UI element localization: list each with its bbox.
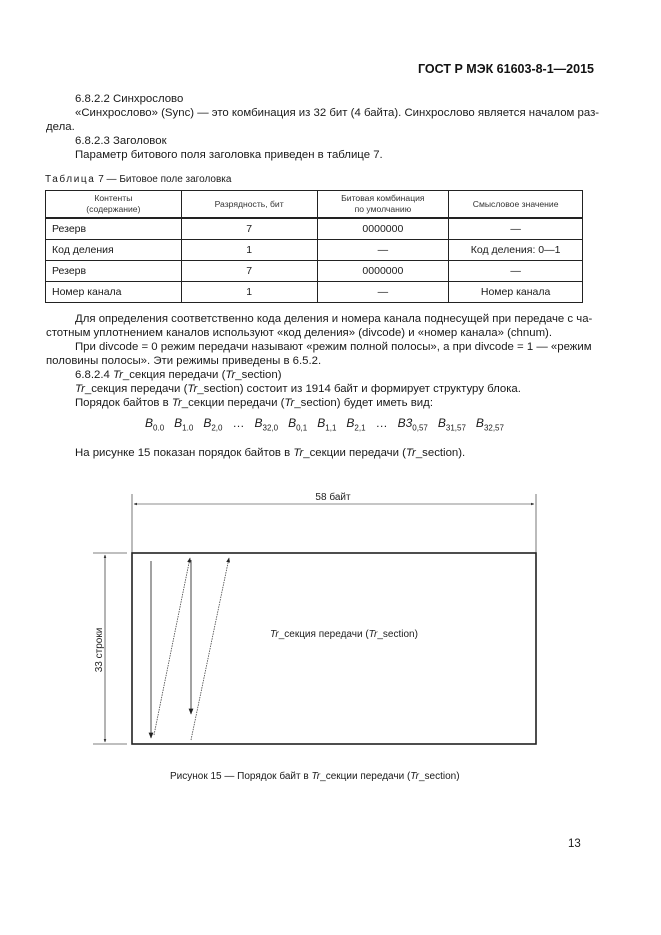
page-number: 13 bbox=[568, 838, 581, 850]
cell-meaning: — bbox=[449, 218, 583, 240]
cell-contents: Код деления bbox=[46, 240, 182, 261]
cell-contents: Резерв bbox=[46, 261, 182, 282]
width-label: 58 байт bbox=[315, 492, 351, 503]
cell-meaning: Код деления: 0—1 bbox=[449, 240, 583, 261]
section-6822-text-line2: дела. bbox=[46, 121, 75, 133]
paragraph-modes-line1: При divcode = 0 режим передачи называют «режим полной полосы», а при divcode = 1 — «режим bbox=[75, 341, 592, 353]
paragraph-figure-ref: На рисунке 15 показан порядок байтов в Tr_секции передачи (Tr_section). bbox=[75, 447, 466, 459]
cell-bit-width: 7 bbox=[181, 218, 317, 240]
paragraph-modes-line2: половины полосы». Эти режимы приведены в 6.5.2. bbox=[46, 355, 322, 367]
col-header-contents: Контенты (содержание) bbox=[46, 191, 182, 219]
cell-bit-width: 1 bbox=[181, 282, 317, 303]
section-6822-title: 6.8.2.2 Синхрослово bbox=[75, 93, 184, 105]
standard-header: ГОСТ Р МЭК 61603-8-1—2015 bbox=[418, 62, 594, 76]
paragraph-tr-size: Tr_секция передачи (Tr_section) состоит из 1914 байт и формирует структуру блока. bbox=[75, 383, 521, 395]
paragraph-byte-order: Порядок байтов в Tr_секции передачи (Tr_section) будет иметь вид: bbox=[75, 397, 433, 409]
paragraph-divcode-line1: Для определения соответственно кода деления и номера канала поднесущей при передаче с ча- bbox=[75, 313, 593, 325]
cell-default-bits: — bbox=[317, 240, 449, 261]
cell-contents: Номер канала bbox=[46, 282, 182, 303]
cell-contents: Резерв bbox=[46, 218, 182, 240]
cell-default-bits: 0000000 bbox=[317, 218, 449, 240]
cell-meaning: — bbox=[449, 261, 583, 282]
block-inner-label: Tr_секция передачи (Tr_section) bbox=[270, 629, 418, 640]
section-6822-text-line1: «Синхрослово» (Sync) — это комбинация из 32 бит (4 байта). Синхрослово является началом раз- bbox=[75, 107, 600, 119]
paragraph-divcode-line2: стотным уплотнением каналов используют «код деления» (divcode) и «номер канала» (chnum). bbox=[46, 327, 553, 339]
cell-bit-width: 1 bbox=[181, 240, 317, 261]
section-6823-title: 6.8.2.3 Заголовок bbox=[75, 135, 167, 147]
caption-rest: 7 — Битовое поле заголовка bbox=[95, 174, 232, 185]
col-header-default-bits: Битовая комбинация по умолчанию bbox=[317, 191, 449, 219]
height-label: 33 строки bbox=[94, 627, 105, 673]
cell-default-bits: 0000000 bbox=[317, 261, 449, 282]
caption-prefix: Таблица bbox=[45, 174, 96, 185]
section-6824-title: 6.8.2.4 Tr_секция передачи (Tr_section) bbox=[75, 369, 282, 381]
cell-default-bits: — bbox=[317, 282, 449, 303]
figure-15-caption: Рисунок 15 — Порядок байт в Tr_секции передачи (Tr_section) bbox=[170, 771, 460, 782]
cell-bit-width: 7 bbox=[181, 261, 317, 282]
col-header-bit-width: Разрядность, бит bbox=[181, 191, 317, 219]
section-6823-text: Параметр битового поля заголовка приведен в таблице 7. bbox=[75, 149, 383, 161]
cell-meaning: Номер канала bbox=[449, 282, 583, 303]
col-header-meaning: Смысловое значение bbox=[449, 191, 583, 219]
byte-order-formula: $B_{0.0}$ $B_{1.0}$ $B_{2,0}$ … $B_{32,0}$ $B_{0,1}$ $B_{1,1}$ $B_{2,1}$ … $B3_{0,57}$ $B_{31,57}$ $B_{32,57}$ bbox=[145, 416, 504, 433]
tr-section-block bbox=[132, 553, 536, 744]
